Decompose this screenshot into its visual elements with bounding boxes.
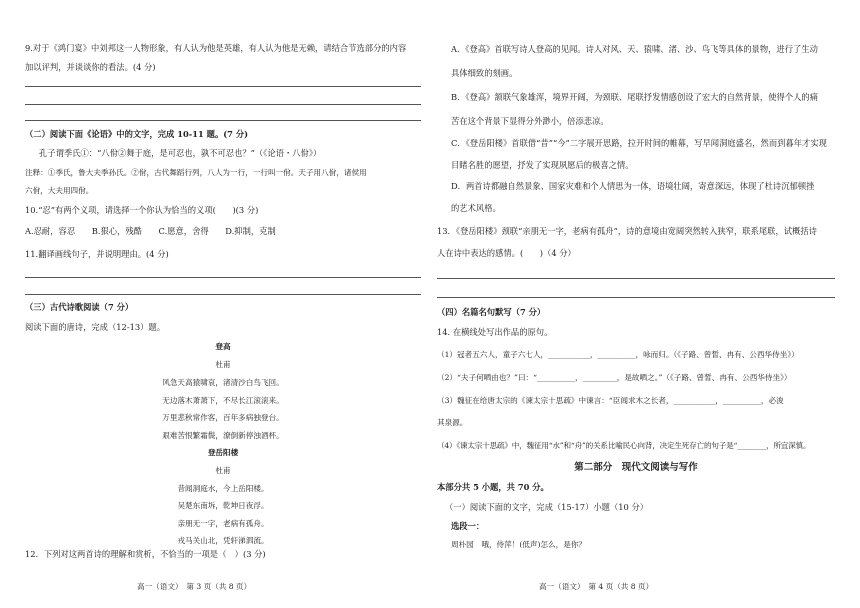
part-2-intro: 本部分共 5 小题，共 70 分。 (437, 482, 549, 492)
part-2-title: 第二部分 现代文阅读与写作 (574, 462, 698, 473)
question-14: 14. 在横线处写出作品的原句。 (437, 327, 553, 337)
poem-1-author: 杜甫 (215, 360, 231, 369)
option-b-cont: 苦在这个背景下显得分外渺小，倍添悲凉。 (451, 116, 609, 126)
question-13-cont: 人在诗中表达的感情。( )（4 分） (437, 248, 576, 258)
section-divider (437, 297, 835, 298)
excerpt-label: 选段一： (451, 521, 485, 531)
section-4-title: （四）名篇名句默写（7 分） (437, 307, 546, 317)
excerpt-line: 周朴园 哦，侍萍！(低声)怎么，是你？ (451, 540, 587, 549)
answer-line (25, 277, 421, 278)
poem-line: 昔闻洞庭水，今上岳阳楼。 (177, 484, 269, 493)
answer-line (437, 278, 835, 279)
poem-line: 万里悲秋常作客，百年多病独登台。 (162, 413, 284, 422)
option-a: A．《登高》首联写诗人登高的见闻。诗人对风、天、猿啸、渚、沙、鸟飞等具体的景物，进行了生动 (451, 44, 818, 54)
left-page (25, 0, 421, 608)
question-14-2: （2）“夫子何哂由也？”曰：“__________，_________，是故哂之。”（《子路、曾皙、冉有、公西华侍坐》） (437, 373, 792, 382)
option-d: D．两首诗都融自然景象、国家灾难和个人情思为一体，语境壮阔，寄意深远，体现了杜诗沉郁顿挫 (451, 181, 815, 191)
question-10-options: A.忍耐，容忍 B.狠心，残酷 C.愿意，舍得 D.抑制，克制 (25, 226, 276, 236)
poem-2-title: 登岳阳楼 (207, 448, 239, 457)
section-modern-title: （一）阅读下面的文字，完成（15-17）小题（10 分） (445, 502, 649, 512)
question-9-cont: 加以评判，并谈谈你的看法。(4 分) (25, 62, 156, 72)
page-footer: 高一（语文） 第 4 页（共 8 页） (539, 582, 654, 591)
question-14-4: （4）《谏太宗十思疏》中，魏征用“水”和“舟”的关系比喻民心向背，决定生死存亡的句子是“________，所宜深慎。 (437, 441, 811, 450)
question-12: 12．下列对这两首诗的理解和赏析，不恰当的一项是（ ）(3 分) (25, 549, 266, 559)
section-3-intro: 阅读下面的唐诗，完成（12-13）题。 (25, 322, 166, 332)
option-a-cont: 具体细致的刻画。 (451, 68, 518, 78)
poem-line: 戎马关山北，凭轩涕泗流。 (177, 536, 269, 545)
answer-line (25, 86, 421, 87)
right-page (437, 0, 835, 608)
poem-line: 无边落木萧萧下，不尽长江滚滚来。 (162, 396, 284, 405)
section-2-title: （二）阅读下面《论语》中的文字，完成 10-11 题。(7 分) (25, 129, 249, 139)
option-b: B．《登高》颔联气象雄浑，境界开阔，为颈联、尾联抒发情感创设了宏大的自然背景，使得个人的痛 (451, 92, 819, 102)
poem-line: 亲朋无一字，老病有孤舟。 (177, 519, 269, 528)
question-10: 10.“忍”有两个义项，请选择一个你认为恰当的义项( )(3 分) (25, 205, 259, 215)
question-13: 13．《登岳阳楼》颈联“亲朋无一字，老病有孤舟”，诗的意境由宽阔突然转入狭窄，联系尾联，试概括诗 (437, 226, 817, 236)
section-3-title: （三）古代诗歌阅读（7 分） (25, 302, 134, 312)
question-14-3: （3）魏征在给唐太宗的《谏太宗十思疏》中谏言：“臣闻求木之长者，___________，__________，必浚 (437, 396, 784, 405)
poem-line: 吴楚东南坼，乾坤日夜浮。 (177, 501, 269, 510)
page-footer: 高一（语文） 第 3 页（共 8 页） (137, 582, 252, 591)
question-11: 11.翻译画线句子，并说明理由。(4 分) (25, 249, 169, 259)
poem-line: 艰难苦恨繁霜鬓，潦倒新停浊酒杯。 (162, 431, 284, 440)
analects-text: 孔子谓季氏①：“八佾②舞于庭，是可忍也，孰不可忍也？”（《论语・八佾》） (39, 148, 322, 158)
question-9: 9.对于《鸿门宴》中刘邦这一人物形象，有人认为他是英雄，有人认为他是无赖，请结合节选部分的内容 (25, 43, 407, 53)
option-c: C．《登岳阳楼》首联借“昔”“今”二字展开思路，拉开时间的帷幕，写早闻洞庭盛名，然而到暮年才实现 (451, 138, 827, 148)
question-14-3-cont: 其泉源。 (437, 418, 468, 427)
answer-line (25, 104, 421, 105)
section-divider (25, 120, 421, 121)
poem-line: 风急天高猿啸哀，渚清沙白鸟飞回。 (162, 378, 284, 387)
poem-2-author: 杜甫 (215, 466, 231, 475)
poem-1-title: 登高 (215, 342, 231, 351)
note-1: 注释：①季氏，鲁大夫季孙氏。②佾，古代舞蹈行列，八人为一行，一行叫一佾。天子用八佾，诸侯用 (25, 168, 367, 177)
option-d-cont: 的艺术风格。 (451, 203, 501, 213)
option-c-cont: 目睹名胜的愿望，抒发了实现夙愿后的极喜之情。 (451, 160, 634, 170)
question-14-1: （1）冠者五六人，童子六七人，___________，__________，咏而归。（《子路、曾皙、冉有、公西华侍坐》） (437, 350, 799, 359)
section-divider (25, 294, 421, 295)
note-2: 六佾，大夫用四佾。 (25, 186, 94, 195)
